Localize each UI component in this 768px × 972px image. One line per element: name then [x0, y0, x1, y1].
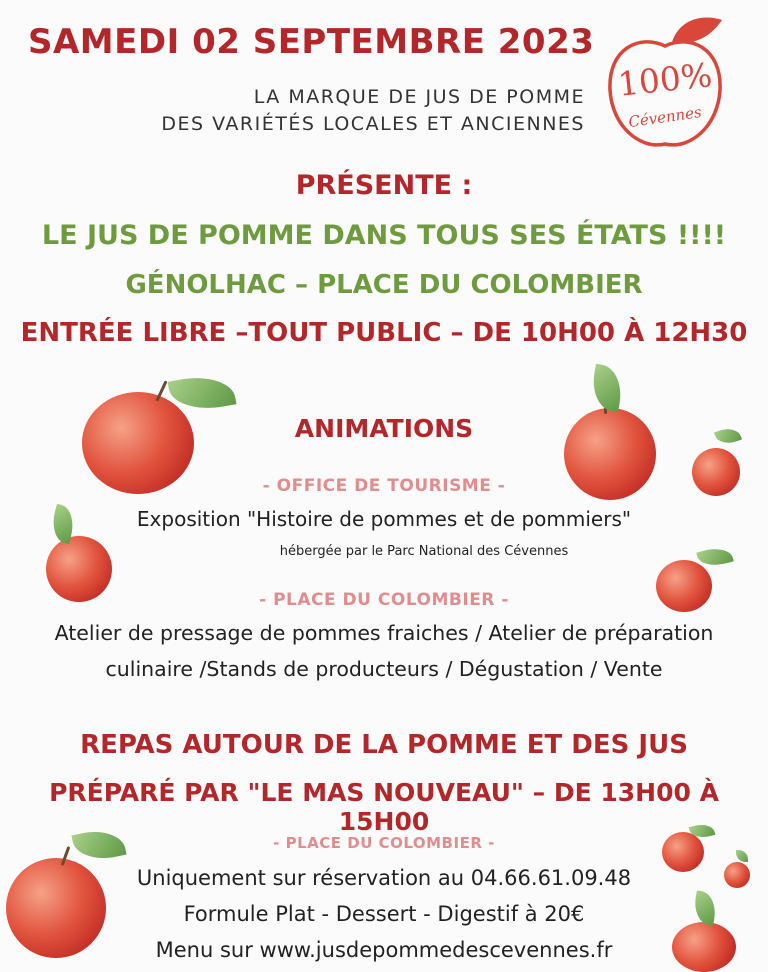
event-title: LE JUS DE POMME DANS TOUS SES ÉTATS !!!!	[41, 220, 727, 251]
repas-heading-line1: REPAS AUTOUR DE LA POMME ET DES JUS	[80, 730, 688, 760]
activities-line2: culinaire /Stands de producteurs / Dégustation / Vente	[105, 657, 663, 681]
animations-heading: ANIMATIONS	[294, 414, 474, 443]
place-colombier-label: - PLACE DU COLOMBIER -	[259, 590, 509, 610]
logo-label: Cévennes	[627, 102, 703, 132]
hosted-by-text: hébergée par le Parc National des Cévennes	[279, 544, 569, 559]
logo-percent: 100%	[616, 55, 714, 104]
office-tourisme-label: - OFFICE DE TOURISME -	[262, 476, 506, 496]
activities-line1: Atelier de pressage de pommes fraiches / Atelier de préparation	[54, 621, 714, 645]
brand-tagline-line1: LA MARQUE DE JUS DE POMME	[253, 86, 585, 108]
menu-website-link[interactable]: Menu sur www.jusdepommedescevennes.fr	[155, 938, 613, 962]
brand-tagline-line2: DES VARIÉTÉS LOCALES ET ANCIENNES	[161, 113, 585, 135]
presente-heading: PRÉSENTE :	[295, 170, 473, 201]
repas-place-label: - PLACE DU COLOMBIER -	[273, 834, 495, 852]
repas-heading-line2: PRÉPARÉ PAR "LE MAS NOUVEAU" – DE 13H00 À 15H00	[49, 778, 719, 836]
reservation-text: Uniquement sur réservation au 04.66.61.09.48	[136, 866, 632, 890]
event-date: SAMEDI 02 SEPTEMBRE 2023	[28, 22, 595, 62]
formule-text: Formule Plat - Dessert - Digestif à 20€	[183, 902, 585, 926]
exposition-text: Exposition "Histoire de pommes et de pommiers"	[136, 507, 632, 531]
entry-info: ENTRÉE LIBRE –TOUT PUBLIC – DE 10H00 À 12H30	[20, 318, 748, 348]
brand-logo	[600, 8, 730, 158]
event-location: GÉNOLHAC – PLACE DU COLOMBIER	[125, 270, 643, 300]
